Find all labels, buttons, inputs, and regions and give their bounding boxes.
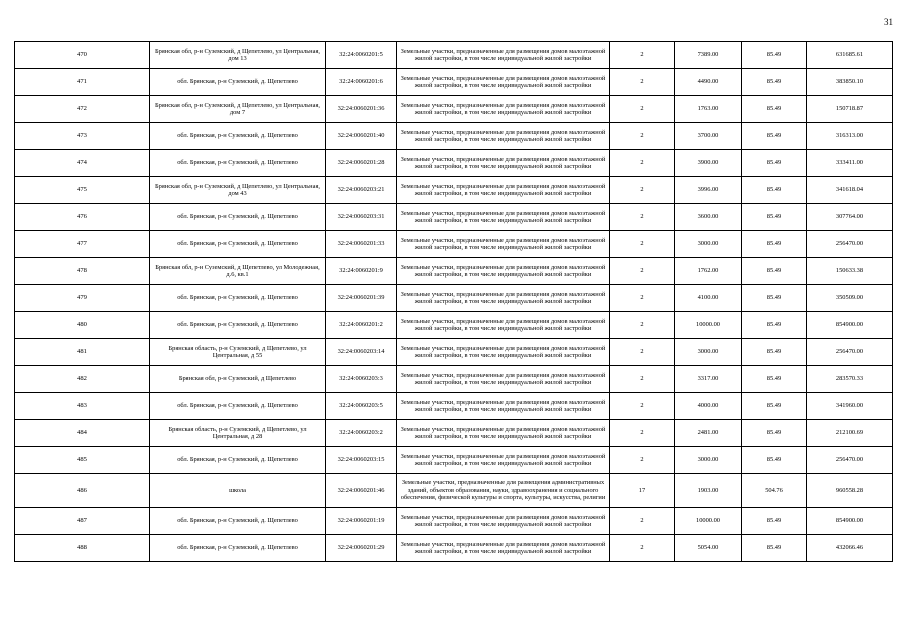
table-row <box>15 508 893 535</box>
cadastral-value-cell: 341618.04 <box>807 177 893 204</box>
row-number-cell: 476 <box>15 204 150 231</box>
row-number-cell: 485 <box>15 447 150 474</box>
row-number-cell: 486 <box>15 474 150 508</box>
row-number-cell: 487 <box>15 508 150 535</box>
table-row <box>15 96 893 123</box>
cadastral-value-cell: 256470.00 <box>807 447 893 474</box>
address-cell: обл. Брянская, р-н Суземский, д. Щепетлево <box>150 150 326 177</box>
group-cell: 2 <box>610 150 675 177</box>
cadastral-value-cell: 316313.00 <box>807 123 893 150</box>
table-row <box>15 393 893 420</box>
cadastral-value-cell: 631685.61 <box>807 42 893 69</box>
cadastral-value-cell: 256470.00 <box>807 231 893 258</box>
area-cell: 10000.00 <box>675 312 742 339</box>
table-row <box>15 285 893 312</box>
land-use-type-cell: Земельные участки, предназначенные для размещения домов малоэтажной жилой застройки, в том числе индивидуальной жилой застройки <box>397 535 610 562</box>
cadastral-table <box>14 41 893 562</box>
address-cell: Брянская обл, р-н Суземский, д Щепетлево, ул Центральная, дом 7 <box>150 96 326 123</box>
cadastral-number-cell: 32:24:0060201:33 <box>326 231 397 258</box>
area-cell: 7389.00 <box>675 42 742 69</box>
land-use-type-cell: Земельные участки, предназначенные для размещения домов малоэтажной жилой застройки, в том числе индивидуальной жилой застройки <box>397 366 610 393</box>
cadastral-number-cell: 32:24:0060201:40 <box>326 123 397 150</box>
group-cell: 2 <box>610 42 675 69</box>
rate-cell: 85.49 <box>742 366 807 393</box>
area-cell: 1762.00 <box>675 258 742 285</box>
address-cell: Брянская область, р-н Суземский, д Щепетлево, ул Центральная, д 55 <box>150 339 326 366</box>
address-cell: обл. Брянская, р-н Суземский, д. Щепетлево <box>150 285 326 312</box>
table-row <box>15 69 893 96</box>
address-cell: школа <box>150 474 326 508</box>
rate-cell: 85.49 <box>742 285 807 312</box>
land-use-type-cell: Земельные участки, предназначенные для размещения домов малоэтажной жилой застройки, в том числе индивидуальной жилой застройки <box>397 42 610 69</box>
cadastral-value-cell: 150633.38 <box>807 258 893 285</box>
area-cell: 4100.00 <box>675 285 742 312</box>
area-cell: 3000.00 <box>675 447 742 474</box>
table-row <box>15 535 893 562</box>
group-cell: 2 <box>610 69 675 96</box>
land-use-type-cell: Земельные участки, предназначенные для размещения домов малоэтажной жилой застройки, в том числе индивидуальной жилой застройки <box>397 508 610 535</box>
cadastral-value-cell: 333411.00 <box>807 150 893 177</box>
table-row <box>15 312 893 339</box>
table-row <box>15 447 893 474</box>
address-cell: Брянская обл, р-н Суземский, д Щепетлево <box>150 366 326 393</box>
row-number-cell: 480 <box>15 312 150 339</box>
rate-cell: 85.49 <box>742 508 807 535</box>
table-row <box>15 231 893 258</box>
land-use-type-cell: Земельные участки, предназначенные для размещения домов малоэтажной жилой застройки, в том числе индивидуальной жилой застройки <box>397 177 610 204</box>
table-row <box>15 420 893 447</box>
row-number-cell: 473 <box>15 123 150 150</box>
area-cell: 10000.00 <box>675 508 742 535</box>
area-cell: 4000.00 <box>675 393 742 420</box>
cadastral-number-cell: 32:24:0060203:14 <box>326 339 397 366</box>
land-use-type-cell: Земельные участки, предназначенные для размещения домов малоэтажной жилой застройки, в том числе индивидуальной жилой застройки <box>397 420 610 447</box>
row-number-cell: 471 <box>15 69 150 96</box>
row-number-cell: 481 <box>15 339 150 366</box>
rate-cell: 85.49 <box>742 96 807 123</box>
group-cell: 2 <box>610 420 675 447</box>
group-cell: 2 <box>610 177 675 204</box>
land-use-type-cell: Земельные участки, предназначенные для размещения домов малоэтажной жилой застройки, в том числе индивидуальной жилой застройки <box>397 285 610 312</box>
group-cell: 2 <box>610 204 675 231</box>
table-row <box>15 474 893 508</box>
address-cell: обл. Брянская, р-н Суземский, д. Щепетлево <box>150 231 326 258</box>
rate-cell: 85.49 <box>742 123 807 150</box>
address-cell: обл. Брянская, р-н Суземский, д. Щепетлево <box>150 535 326 562</box>
address-cell: обл. Брянская, р-н Суземский, д. Щепетлево <box>150 447 326 474</box>
row-number-cell: 472 <box>15 96 150 123</box>
cadastral-value-cell: 960558.28 <box>807 474 893 508</box>
land-use-type-cell: Земельные участки, предназначенные для размещения домов малоэтажной жилой застройки, в том числе индивидуальной жилой застройки <box>397 231 610 258</box>
land-use-type-cell: Земельные участки, предназначенные для размещения административных зданий, объектов образования, науки, здравоохранения и социального обеспечения, физической культуры и спорта, культуры, искусства, религии <box>397 474 610 508</box>
address-cell: обл. Брянская, р-н Суземский, д. Щепетлево <box>150 393 326 420</box>
cadastral-value-cell: 256470.00 <box>807 339 893 366</box>
table-row <box>15 366 893 393</box>
page-number: 31 <box>884 17 893 27</box>
rate-cell: 504.76 <box>742 474 807 508</box>
table-row <box>15 258 893 285</box>
row-number-cell: 483 <box>15 393 150 420</box>
group-cell: 2 <box>610 96 675 123</box>
rate-cell: 85.49 <box>742 535 807 562</box>
land-use-type-cell: Земельные участки, предназначенные для размещения домов малоэтажной жилой застройки, в том числе индивидуальной жилой застройки <box>397 258 610 285</box>
group-cell: 2 <box>610 447 675 474</box>
group-cell: 2 <box>610 339 675 366</box>
cadastral-value-cell: 350509.00 <box>807 285 893 312</box>
group-cell: 2 <box>610 258 675 285</box>
table-row <box>15 42 893 69</box>
address-cell: Брянская обл, р-н Суземский, д Щепетлево, ул Центральная, дом 43 <box>150 177 326 204</box>
cadastral-number-cell: 32:24:0060201:2 <box>326 312 397 339</box>
cadastral-value-cell: 212100.69 <box>807 420 893 447</box>
group-cell: 2 <box>610 393 675 420</box>
cadastral-value-cell: 432066.46 <box>807 535 893 562</box>
group-cell: 2 <box>610 285 675 312</box>
area-cell: 3700.00 <box>675 123 742 150</box>
table-row <box>15 204 893 231</box>
land-use-type-cell: Земельные участки, предназначенные для размещения домов малоэтажной жилой застройки, в том числе индивидуальной жилой застройки <box>397 393 610 420</box>
area-cell: 1763.00 <box>675 96 742 123</box>
cadastral-number-cell: 32:24:0060203:5 <box>326 393 397 420</box>
address-cell: Брянская обл, р-н Суземский, д Щепетлево, ул Центральная, дом 13 <box>150 42 326 69</box>
row-number-cell: 477 <box>15 231 150 258</box>
cadastral-value-cell: 854900.00 <box>807 508 893 535</box>
cadastral-number-cell: 32:24:0060203:31 <box>326 204 397 231</box>
rate-cell: 85.49 <box>742 312 807 339</box>
address-cell: обл. Брянская, р-н Суземский, д. Щепетлево <box>150 69 326 96</box>
cadastral-number-cell: 32:24:0060203:21 <box>326 177 397 204</box>
row-number-cell: 478 <box>15 258 150 285</box>
row-number-cell: 470 <box>15 42 150 69</box>
cadastral-value-cell: 341960.00 <box>807 393 893 420</box>
cadastral-number-cell: 32:24:0060201:9 <box>326 258 397 285</box>
land-use-type-cell: Земельные участки, предназначенные для размещения домов малоэтажной жилой застройки, в том числе индивидуальной жилой застройки <box>397 204 610 231</box>
rate-cell: 85.49 <box>742 204 807 231</box>
cadastral-number-cell: 32:24:0060203:3 <box>326 366 397 393</box>
cadastral-value-cell: 150718.87 <box>807 96 893 123</box>
rate-cell: 85.49 <box>742 339 807 366</box>
cadastral-number-cell: 32:24:0060201:39 <box>326 285 397 312</box>
row-number-cell: 488 <box>15 535 150 562</box>
land-use-type-cell: Земельные участки, предназначенные для размещения домов малоэтажной жилой застройки, в том числе индивидуальной жилой застройки <box>397 447 610 474</box>
table-row <box>15 339 893 366</box>
rate-cell: 85.49 <box>742 393 807 420</box>
address-cell: Брянская обл, р-н Суземский, д Щепетлево, ул Молодежная, д.6, кв.1 <box>150 258 326 285</box>
land-use-type-cell: Земельные участки, предназначенные для размещения домов малоэтажной жилой застройки, в том числе индивидуальной жилой застройки <box>397 123 610 150</box>
cadastral-number-cell: 32:24:0060201:19 <box>326 508 397 535</box>
address-cell: Брянская область, р-н Суземский, д Щепетлево, ул Центральная, д 28 <box>150 420 326 447</box>
cadastral-number-cell: 32:24:0060201:28 <box>326 150 397 177</box>
cadastral-value-cell: 307764.00 <box>807 204 893 231</box>
cadastral-number-cell: 32:24:0060201:36 <box>326 96 397 123</box>
rate-cell: 85.49 <box>742 420 807 447</box>
rate-cell: 85.49 <box>742 150 807 177</box>
land-use-type-cell: Земельные участки, предназначенные для размещения домов малоэтажной жилой застройки, в том числе индивидуальной жилой застройки <box>397 312 610 339</box>
row-number-cell: 479 <box>15 285 150 312</box>
row-number-cell: 484 <box>15 420 150 447</box>
area-cell: 3317.00 <box>675 366 742 393</box>
area-cell: 1903.00 <box>675 474 742 508</box>
area-cell: 2481.00 <box>675 420 742 447</box>
row-number-cell: 482 <box>15 366 150 393</box>
table-row <box>15 177 893 204</box>
row-number-cell: 474 <box>15 150 150 177</box>
address-cell: обл. Брянская, р-н Суземский, д. Щепетлево <box>150 204 326 231</box>
area-cell: 3900.00 <box>675 150 742 177</box>
group-cell: 2 <box>610 508 675 535</box>
land-use-type-cell: Земельные участки, предназначенные для размещения домов малоэтажной жилой застройки, в том числе индивидуальной жилой застройки <box>397 69 610 96</box>
cadastral-value-cell: 383850.10 <box>807 69 893 96</box>
land-use-type-cell: Земельные участки, предназначенные для размещения домов малоэтажной жилой застройки, в том числе индивидуальной жилой застройки <box>397 96 610 123</box>
address-cell: обл. Брянская, р-н Суземский, д. Щепетлево <box>150 312 326 339</box>
rate-cell: 85.49 <box>742 69 807 96</box>
address-cell: обл. Брянская, р-н Суземский, д. Щепетлево <box>150 123 326 150</box>
table-row <box>15 150 893 177</box>
cadastral-number-cell: 32:24:0060203:2 <box>326 420 397 447</box>
row-number-cell: 475 <box>15 177 150 204</box>
cadastral-number-cell: 32:24:0060203:15 <box>326 447 397 474</box>
area-cell: 3000.00 <box>675 339 742 366</box>
land-use-type-cell: Земельные участки, предназначенные для размещения домов малоэтажной жилой застройки, в том числе индивидуальной жилой застройки <box>397 339 610 366</box>
rate-cell: 85.49 <box>742 447 807 474</box>
area-cell: 5054.00 <box>675 535 742 562</box>
area-cell: 4490.00 <box>675 69 742 96</box>
rate-cell: 85.49 <box>742 177 807 204</box>
group-cell: 2 <box>610 231 675 258</box>
cadastral-number-cell: 32:24:0060201:6 <box>326 69 397 96</box>
group-cell: 2 <box>610 366 675 393</box>
cadastral-number-cell: 32:24:0060201:29 <box>326 535 397 562</box>
group-cell: 2 <box>610 535 675 562</box>
rate-cell: 85.49 <box>742 231 807 258</box>
area-cell: 3000.00 <box>675 231 742 258</box>
cadastral-value-cell: 854900.00 <box>807 312 893 339</box>
address-cell: обл. Брянская, р-н Суземский, д. Щепетлево <box>150 508 326 535</box>
group-cell: 2 <box>610 123 675 150</box>
group-cell: 2 <box>610 312 675 339</box>
area-cell: 3600.00 <box>675 204 742 231</box>
group-cell: 17 <box>610 474 675 508</box>
land-use-type-cell: Земельные участки, предназначенные для размещения домов малоэтажной жилой застройки, в том числе индивидуальной жилой застройки <box>397 150 610 177</box>
area-cell: 3996.00 <box>675 177 742 204</box>
cadastral-value-cell: 283570.33 <box>807 366 893 393</box>
table-row <box>15 123 893 150</box>
cadastral-number-cell: 32:24:0060201:46 <box>326 474 397 508</box>
rate-cell: 85.49 <box>742 42 807 69</box>
table-body <box>15 42 893 562</box>
rate-cell: 85.49 <box>742 258 807 285</box>
cadastral-number-cell: 32:24:0060201:5 <box>326 42 397 69</box>
